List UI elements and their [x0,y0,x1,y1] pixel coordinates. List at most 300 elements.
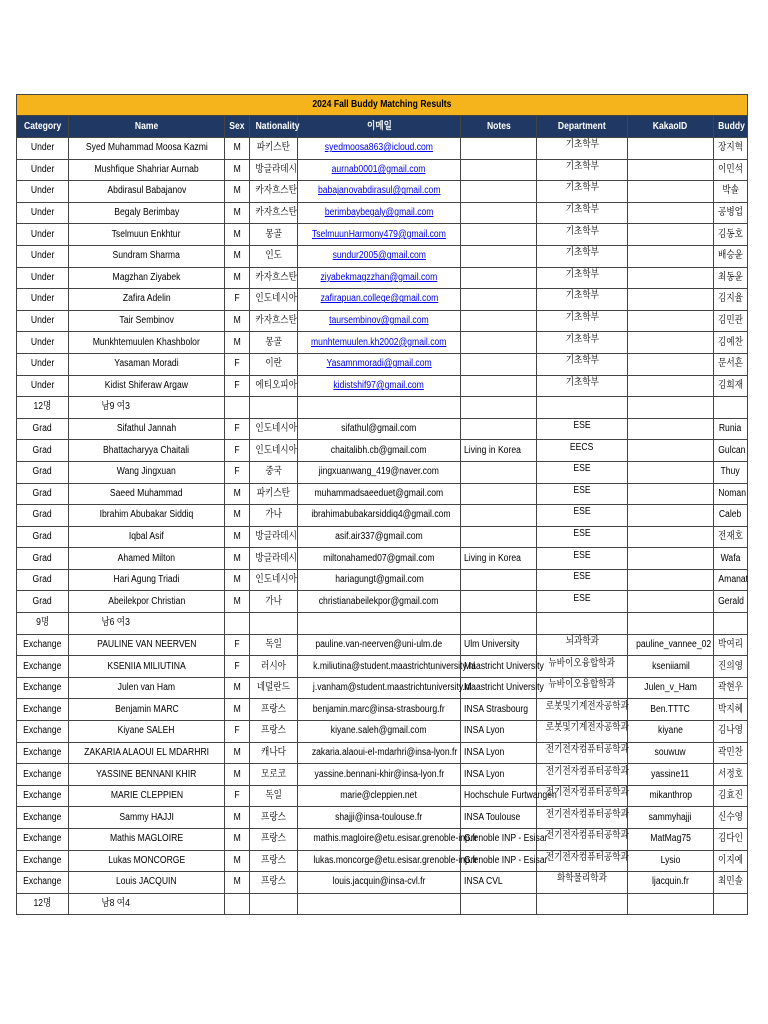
cell-department[interactable] [537,677,628,699]
cell-name[interactable] [69,785,225,807]
cell-email[interactable] [298,505,461,527]
cell-kakao[interactable] [628,310,714,332]
cell-buddy[interactable] [714,526,748,548]
cell-sex[interactable] [225,440,250,462]
cell-email[interactable] [298,785,461,807]
cell-notes[interactable] [461,807,537,829]
cell-email[interactable] [298,267,461,289]
empty-cell[interactable] [537,613,628,635]
cell-category[interactable] [17,375,69,397]
cell-sex[interactable] [225,159,250,181]
cell-kakao[interactable] [628,764,714,786]
cell-department[interactable] [537,505,628,527]
cell-email[interactable] [298,375,461,397]
cell-buddy[interactable] [714,375,748,397]
cell-category[interactable] [17,505,69,527]
cell-department[interactable] [537,245,628,267]
cell-name[interactable] [69,764,225,786]
cell-buddy[interactable] [714,721,748,743]
cell-email[interactable] [298,699,461,721]
cell-kakao[interactable] [628,656,714,678]
cell-department[interactable] [537,159,628,181]
column-header[interactable] [69,116,225,138]
cell-department[interactable] [537,742,628,764]
cell-buddy[interactable] [714,418,748,440]
cell-email[interactable] [298,353,461,375]
cell-department[interactable] [537,699,628,721]
cell-email[interactable] [298,526,461,548]
cell-nationality[interactable] [250,245,298,267]
email-link[interactable]: syedmoosa863@icloud.com [324,142,434,154]
cell-name[interactable] [69,591,225,613]
cell-department[interactable] [537,785,628,807]
empty-cell[interactable] [298,397,461,419]
empty-cell[interactable] [298,893,461,915]
cell-buddy[interactable] [714,699,748,721]
cell-notes[interactable] [461,872,537,894]
column-header[interactable] [628,116,714,138]
cell-email[interactable] [298,202,461,224]
cell-category[interactable] [17,440,69,462]
cell-notes[interactable] [461,526,537,548]
cell-sex[interactable] [225,850,250,872]
cell-name[interactable] [69,267,225,289]
email-link[interactable]: aurnab0001@gmail.com [332,163,426,175]
empty-cell[interactable] [537,397,628,419]
cell-buddy[interactable] [714,785,748,807]
cell-kakao[interactable] [628,526,714,548]
cell-name[interactable] [69,353,225,375]
cell-category[interactable] [17,548,69,570]
cell-nationality[interactable] [250,764,298,786]
cell-department[interactable] [537,829,628,851]
cell-category[interactable] [17,677,69,699]
cell-nationality[interactable] [250,138,298,160]
cell-sex[interactable] [225,634,250,656]
cell-email[interactable] [298,159,461,181]
cell-kakao[interactable] [628,505,714,527]
cell-sex[interactable] [225,353,250,375]
cell-category[interactable] [17,202,69,224]
cell-buddy[interactable] [714,202,748,224]
cell-kakao[interactable] [628,872,714,894]
cell-department[interactable] [537,181,628,203]
cell-name[interactable] [69,807,225,829]
cell-department[interactable] [537,807,628,829]
column-header[interactable] [298,116,461,138]
cell-kakao[interactable] [628,461,714,483]
cell-kakao[interactable] [628,569,714,591]
summary-count-cell[interactable] [17,613,69,635]
cell-kakao[interactable] [628,440,714,462]
cell-sex[interactable] [225,764,250,786]
cell-department[interactable] [537,526,628,548]
cell-category[interactable] [17,245,69,267]
cell-notes[interactable] [461,656,544,678]
cell-buddy[interactable] [714,548,748,570]
cell-name[interactable] [69,721,225,743]
cell-category[interactable] [17,656,69,678]
cell-sex[interactable] [225,245,250,267]
cell-sex[interactable] [225,505,250,527]
email-link[interactable]: Yasamnmoradi@gmail.com [326,358,432,370]
cell-category[interactable] [17,418,69,440]
summary-count-cell[interactable] [17,397,69,419]
cell-department[interactable] [537,483,628,505]
cell-name[interactable] [69,742,225,764]
summary-gender-cell[interactable] [69,397,225,419]
cell-department[interactable] [537,872,628,894]
summary-gender-cell[interactable] [69,893,225,915]
cell-name[interactable] [69,418,225,440]
cell-nationality[interactable] [250,181,298,203]
cell-buddy[interactable] [714,440,748,462]
cell-notes[interactable] [461,764,537,786]
cell-notes[interactable] [461,353,537,375]
cell-email[interactable] [298,418,461,440]
cell-nationality[interactable] [250,850,298,872]
cell-name[interactable] [69,440,225,462]
cell-buddy[interactable] [714,483,748,505]
cell-email[interactable] [298,742,461,764]
cell-buddy[interactable] [714,353,748,375]
cell-name[interactable] [69,224,225,246]
cell-email[interactable] [298,569,461,591]
cell-sex[interactable] [225,418,250,440]
cell-name[interactable] [69,461,225,483]
cell-department[interactable] [537,764,628,786]
cell-nationality[interactable] [250,699,298,721]
cell-buddy[interactable] [714,591,748,613]
cell-nationality[interactable] [250,440,298,462]
cell-category[interactable] [17,699,69,721]
cell-notes[interactable] [461,721,537,743]
cell-category[interactable] [17,591,69,613]
cell-email[interactable] [298,829,478,851]
empty-cell[interactable] [628,613,714,635]
cell-email[interactable] [298,245,461,267]
cell-buddy[interactable] [714,181,748,203]
cell-category[interactable] [17,159,69,181]
cell-notes[interactable] [461,548,537,570]
empty-cell[interactable] [714,397,748,419]
cell-kakao[interactable] [628,353,714,375]
cell-notes[interactable] [461,505,537,527]
cell-category[interactable] [17,742,69,764]
cell-name[interactable] [69,159,225,181]
empty-cell[interactable] [250,397,298,419]
cell-sex[interactable] [225,721,250,743]
cell-sex[interactable] [225,785,250,807]
email-link[interactable]: berimbaybegaly@gmail.com [324,207,434,219]
cell-category[interactable] [17,310,69,332]
cell-department[interactable] [537,721,628,743]
cell-nationality[interactable] [250,807,298,829]
email-link[interactable]: munhtemuulen.kh2002@gmail.com [311,336,447,348]
cell-sex[interactable] [225,332,250,354]
cell-kakao[interactable] [628,138,714,160]
cell-name[interactable] [69,634,225,656]
cell-notes[interactable] [461,245,537,267]
cell-notes[interactable] [461,375,537,397]
cell-department[interactable] [537,591,628,613]
email-link[interactable]: ziyabekmagzzhan@gmail.com [320,271,438,283]
empty-cell[interactable] [714,893,748,915]
cell-category[interactable] [17,483,69,505]
cell-category[interactable] [17,785,69,807]
cell-kakao[interactable] [628,159,714,181]
summary-count-cell[interactable] [17,893,69,915]
cell-nationality[interactable] [250,872,298,894]
cell-name[interactable] [69,548,225,570]
cell-nationality[interactable] [250,785,298,807]
cell-category[interactable] [17,461,69,483]
empty-cell[interactable] [537,893,628,915]
cell-nationality[interactable] [250,634,298,656]
empty-cell[interactable] [628,893,714,915]
cell-kakao[interactable] [628,332,714,354]
column-header[interactable] [537,116,628,138]
cell-department[interactable] [537,289,628,311]
cell-email[interactable] [298,440,461,462]
cell-kakao[interactable] [628,850,714,872]
cell-email[interactable] [298,138,461,160]
cell-sex[interactable] [225,181,250,203]
cell-kakao[interactable] [628,202,714,224]
cell-name[interactable] [69,483,225,505]
email-link[interactable]: kidistshif97@gmail.com [333,379,425,391]
cell-department[interactable] [537,138,628,160]
email-link[interactable]: TselmuunHarmony479@gmail.com [312,228,446,240]
empty-cell[interactable] [714,613,748,635]
cell-buddy[interactable] [714,634,748,656]
cell-notes[interactable] [461,159,537,181]
cell-notes[interactable] [461,418,537,440]
cell-category[interactable] [17,526,69,548]
cell-department[interactable] [537,310,628,332]
empty-cell[interactable] [250,613,298,635]
cell-nationality[interactable] [250,202,298,224]
email-link[interactable]: zafirapuan.college@gmail.com [320,293,438,305]
summary-gender-cell[interactable] [69,613,225,635]
cell-category[interactable] [17,332,69,354]
cell-name[interactable] [69,289,225,311]
cell-sex[interactable] [225,526,250,548]
cell-kakao[interactable] [628,245,714,267]
cell-department[interactable] [537,656,628,678]
cell-sex[interactable] [225,483,250,505]
cell-email[interactable] [298,850,478,872]
cell-buddy[interactable] [714,332,748,354]
cell-buddy[interactable] [714,310,748,332]
cell-notes[interactable] [461,202,537,224]
cell-name[interactable] [69,872,225,894]
cell-category[interactable] [17,872,69,894]
cell-sex[interactable] [225,656,250,678]
cell-buddy[interactable] [714,807,748,829]
cell-nationality[interactable] [250,829,298,851]
cell-email[interactable] [298,181,461,203]
cell-sex[interactable] [225,807,250,829]
empty-cell[interactable] [461,613,537,635]
cell-kakao[interactable] [628,591,714,613]
cell-name[interactable] [69,375,225,397]
cell-nationality[interactable] [250,310,298,332]
cell-email[interactable] [298,461,461,483]
cell-department[interactable] [537,569,628,591]
cell-name[interactable] [69,569,225,591]
cell-kakao[interactable] [628,807,714,829]
cell-email[interactable] [298,872,461,894]
empty-cell[interactable] [628,397,714,419]
cell-sex[interactable] [225,699,250,721]
empty-cell[interactable] [461,893,537,915]
cell-notes[interactable] [461,569,537,591]
cell-notes[interactable] [461,850,548,872]
cell-nationality[interactable] [250,591,298,613]
cell-nationality[interactable] [250,159,298,181]
cell-department[interactable] [537,850,628,872]
cell-kakao[interactable] [628,699,714,721]
email-link[interactable]: babajanovabdirasul@gmail.com [317,185,441,197]
cell-sex[interactable] [225,677,250,699]
cell-buddy[interactable] [714,742,748,764]
cell-name[interactable] [69,138,225,160]
email-link[interactable]: taursembinov@gmail.com [329,315,429,327]
cell-department[interactable] [537,267,628,289]
cell-notes[interactable] [461,785,557,807]
cell-category[interactable] [17,807,69,829]
cell-email[interactable] [298,677,472,699]
cell-email[interactable] [298,807,461,829]
cell-notes[interactable] [461,742,537,764]
cell-category[interactable] [17,138,69,160]
cell-buddy[interactable] [714,872,748,894]
cell-notes[interactable] [461,138,537,160]
cell-category[interactable] [17,829,69,851]
cell-buddy[interactable] [714,829,748,851]
cell-name[interactable] [69,699,225,721]
cell-department[interactable] [537,353,628,375]
cell-notes[interactable] [461,483,537,505]
cell-notes[interactable] [461,289,537,311]
cell-kakao[interactable] [628,483,714,505]
cell-name[interactable] [69,202,225,224]
cell-kakao[interactable] [628,785,714,807]
column-header[interactable] [17,116,69,138]
cell-department[interactable] [537,375,628,397]
cell-sex[interactable] [225,267,250,289]
cell-nationality[interactable] [250,353,298,375]
cell-kakao[interactable] [628,742,714,764]
cell-sex[interactable] [225,829,250,851]
cell-email[interactable] [298,634,461,656]
cell-sex[interactable] [225,289,250,311]
cell-email[interactable] [298,656,476,678]
empty-cell[interactable] [298,613,461,635]
cell-notes[interactable] [461,181,537,203]
empty-cell[interactable] [225,893,250,915]
empty-cell[interactable] [461,397,537,419]
cell-category[interactable] [17,353,69,375]
empty-cell[interactable] [250,893,298,915]
cell-sex[interactable] [225,202,250,224]
cell-name[interactable] [69,332,225,354]
cell-kakao[interactable] [628,375,714,397]
cell-name[interactable] [69,677,225,699]
cell-kakao[interactable] [628,548,714,570]
cell-nationality[interactable] [250,461,298,483]
cell-kakao[interactable] [628,829,714,851]
cell-kakao[interactable] [628,634,714,656]
cell-department[interactable] [537,461,628,483]
cell-nationality[interactable] [250,375,298,397]
cell-buddy[interactable] [714,850,748,872]
sheet-title[interactable] [17,95,748,116]
cell-category[interactable] [17,569,69,591]
cell-category[interactable] [17,850,69,872]
cell-email[interactable] [298,310,461,332]
cell-notes[interactable] [461,829,548,851]
cell-notes[interactable] [461,224,537,246]
cell-department[interactable] [537,202,628,224]
cell-buddy[interactable] [714,138,748,160]
cell-nationality[interactable] [250,548,298,570]
cell-notes[interactable] [461,440,537,462]
cell-sex[interactable] [225,375,250,397]
empty-cell[interactable] [225,397,250,419]
column-header[interactable] [250,116,298,138]
cell-notes[interactable] [461,699,537,721]
column-header[interactable] [714,116,748,138]
cell-category[interactable] [17,634,69,656]
cell-nationality[interactable] [250,742,298,764]
cell-buddy[interactable] [714,656,748,678]
cell-notes[interactable] [461,591,537,613]
cell-sex[interactable] [225,872,250,894]
cell-name[interactable] [69,526,225,548]
cell-department[interactable] [537,634,628,656]
cell-sex[interactable] [225,742,250,764]
cell-sex[interactable] [225,138,250,160]
cell-nationality[interactable] [250,483,298,505]
cell-name[interactable] [69,505,225,527]
cell-notes[interactable] [461,677,544,699]
cell-nationality[interactable] [250,526,298,548]
cell-kakao[interactable] [628,418,714,440]
cell-buddy[interactable] [714,505,748,527]
cell-kakao[interactable] [628,289,714,311]
cell-kakao[interactable] [628,721,714,743]
cell-email[interactable] [298,548,461,570]
cell-nationality[interactable] [250,505,298,527]
cell-sex[interactable] [225,224,250,246]
cell-kakao[interactable] [628,267,714,289]
cell-nationality[interactable] [250,289,298,311]
cell-nationality[interactable] [250,418,298,440]
column-header[interactable] [225,116,250,138]
cell-email[interactable] [298,591,461,613]
cell-notes[interactable] [461,310,537,332]
cell-buddy[interactable] [714,461,748,483]
cell-category[interactable] [17,289,69,311]
empty-cell[interactable] [225,613,250,635]
cell-category[interactable] [17,267,69,289]
cell-notes[interactable] [461,332,537,354]
cell-buddy[interactable] [714,569,748,591]
cell-nationality[interactable] [250,224,298,246]
cell-nationality[interactable] [250,267,298,289]
